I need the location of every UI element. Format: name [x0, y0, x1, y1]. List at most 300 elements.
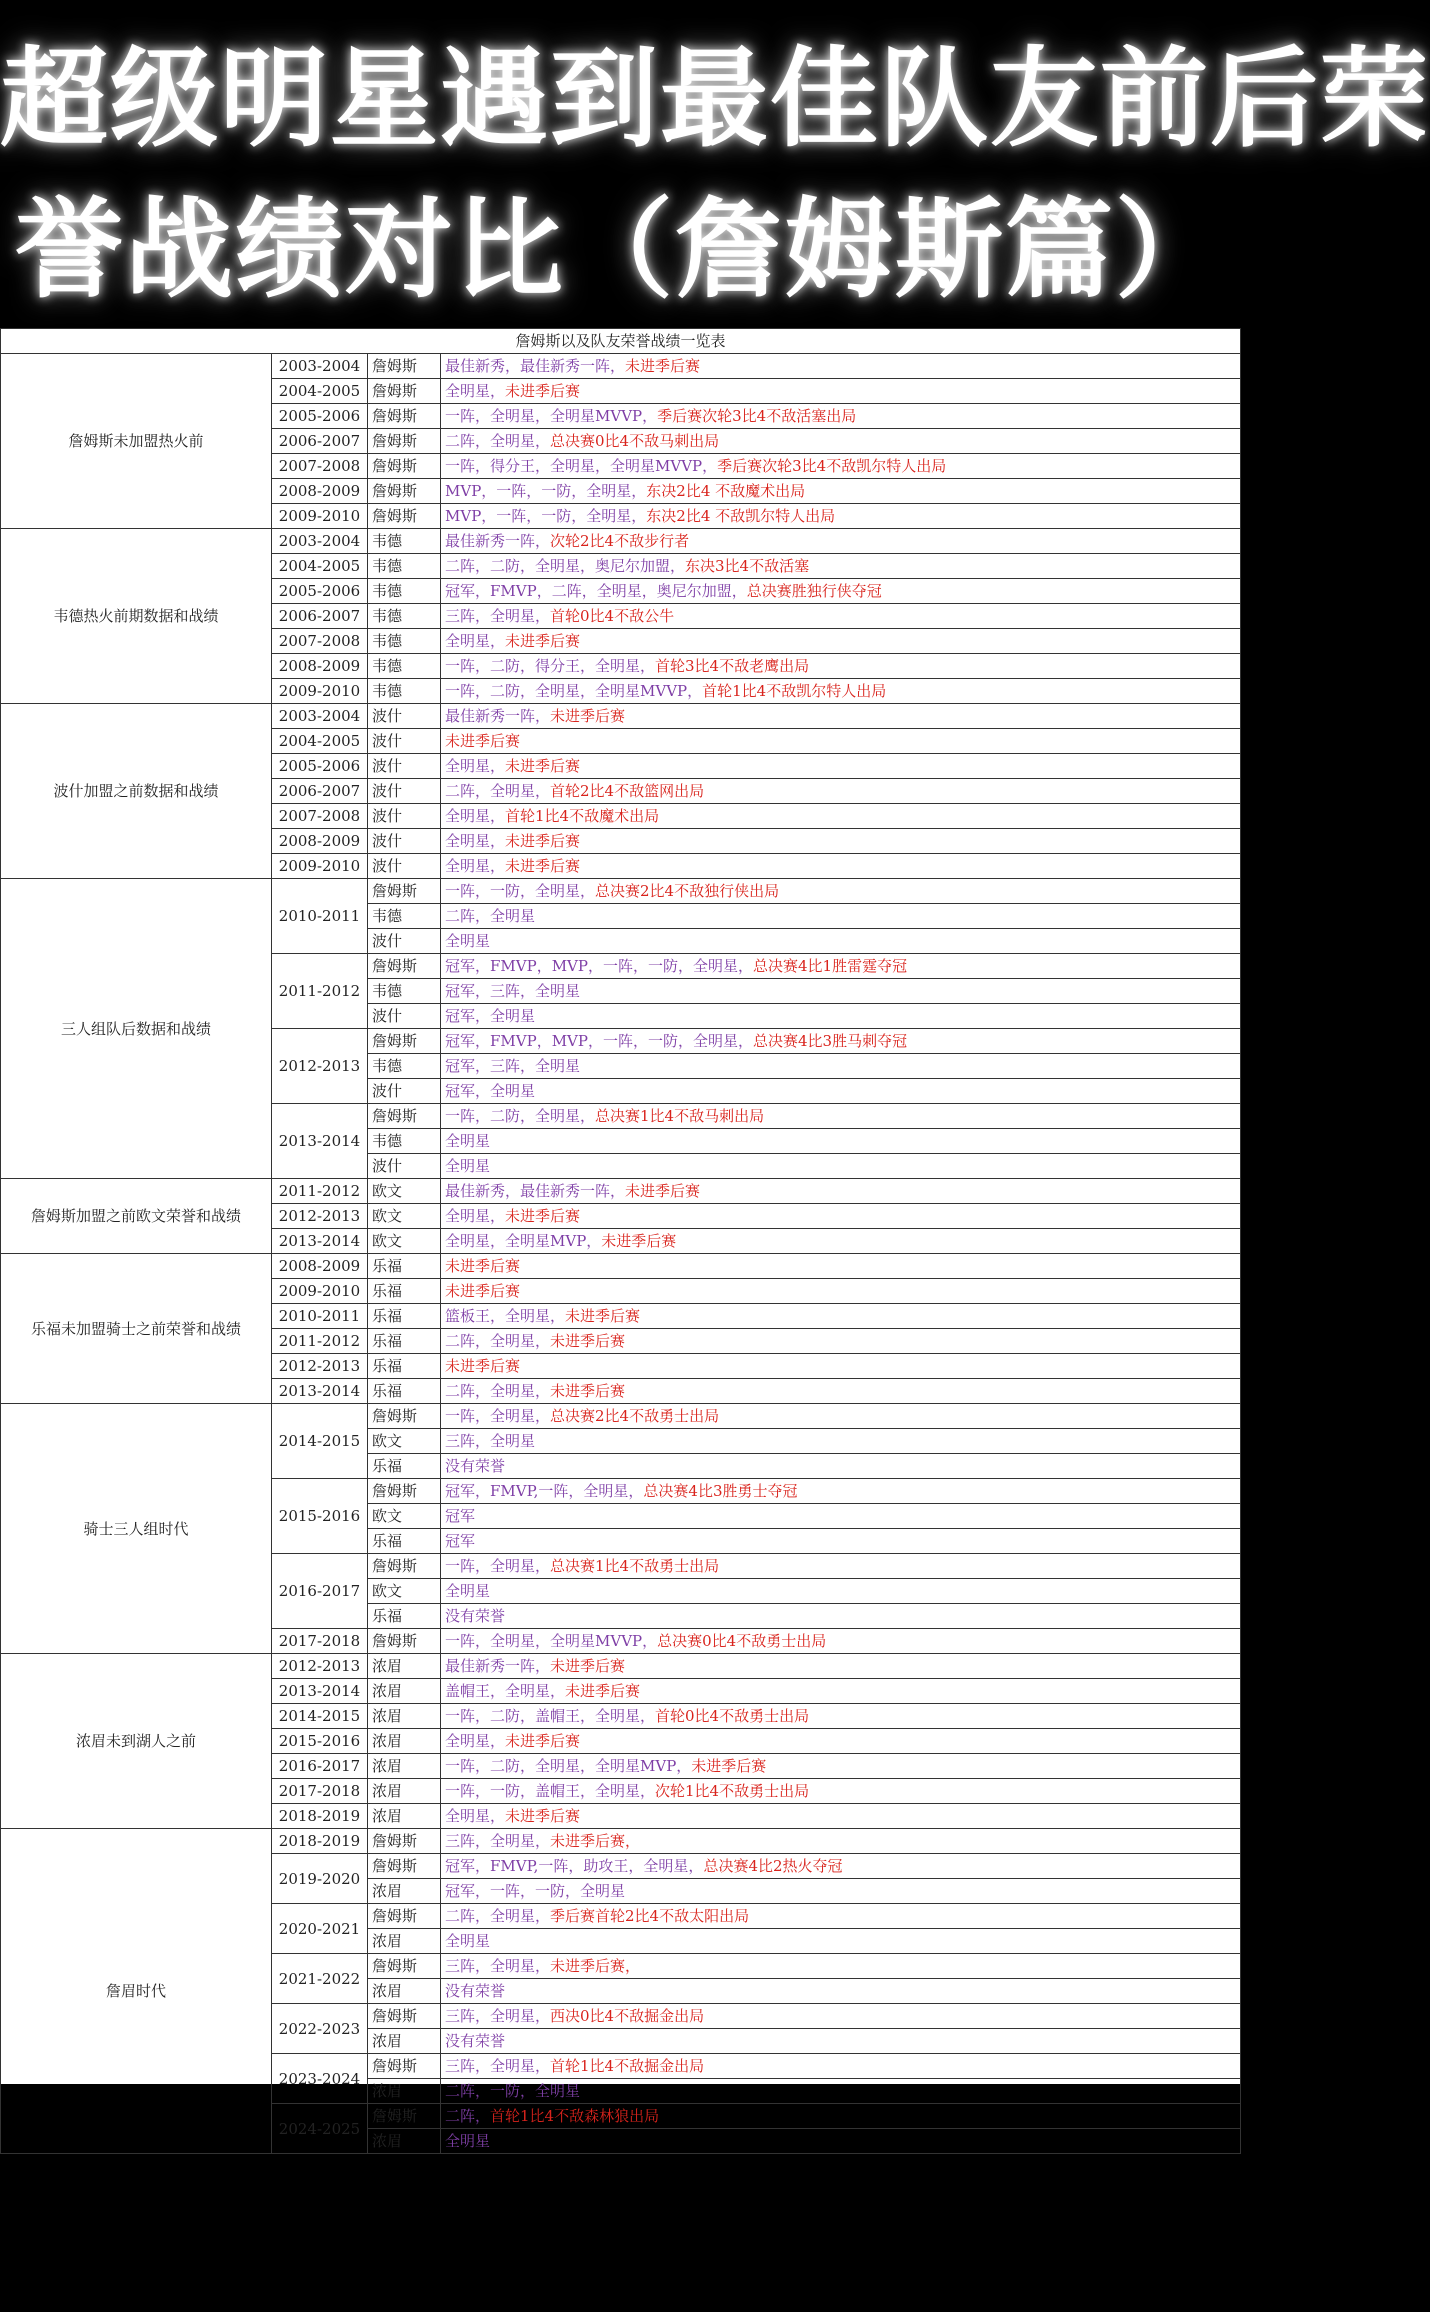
player-cell: 乐福 [368, 1329, 441, 1354]
player-cell: 韦德 [368, 554, 441, 579]
period-label: 詹姆斯未加盟热火前 [1, 354, 272, 529]
honor-text: 全明星， [445, 382, 506, 400]
player-cell: 詹姆斯 [368, 954, 441, 979]
playoff-result-text: 未进季后赛 [550, 1657, 626, 1675]
honor-cell [441, 1529, 1241, 1554]
honor-text: 三阵，全明星 [445, 1432, 536, 1450]
playoff-result-text: 未进季后赛 [625, 357, 701, 375]
honor-cell [441, 954, 1241, 979]
playoff-result-text: 总决赛4比1胜雷霆夺冠 [752, 957, 908, 975]
player-cell: 浓眉 [368, 1704, 441, 1729]
playoff-result-text: 未进季后赛， [550, 1832, 641, 1850]
player-cell: 韦德 [368, 1054, 441, 1079]
honor-text: 二阵，全明星， [445, 1907, 551, 1925]
season-cell: 2021-2022 [272, 1954, 368, 2004]
honor-cell [441, 1679, 1241, 1704]
honor-text: 全明星 [445, 1932, 491, 1950]
playoff-result-text: 总决赛4比3胜勇士夺冠 [643, 1482, 798, 1500]
season-cell: 2004-2005 [272, 379, 368, 404]
table-row [1, 1829, 1241, 1854]
player-cell: 乐福 [368, 1279, 441, 1304]
honor-text: 盖帽王，全明星， [445, 1682, 566, 1700]
honor-text: 二阵，全明星， [445, 432, 551, 450]
honor-text: 三阵，全明星， [445, 2057, 551, 2075]
playoff-result-text: 未进季后赛 [505, 857, 581, 875]
honors-table-container [0, 328, 1240, 2150]
honor-cell [441, 354, 1241, 379]
honor-cell [441, 1054, 1241, 1079]
honor-cell [441, 1904, 1241, 1929]
playoff-result-text: 总决赛1比4不敌马刺出局 [595, 1107, 765, 1125]
honor-text: 没有荣誉 [445, 1457, 506, 1475]
player-cell: 乐福 [368, 1379, 441, 1404]
season-cell: 2006-2007 [272, 604, 368, 629]
player-cell: 詹姆斯 [368, 1829, 441, 1854]
player-cell: 浓眉 [368, 1979, 441, 2004]
season-cell: 2015-2016 [272, 1729, 368, 1754]
playoff-result-text: 季后赛首轮2比4不敌太阳出局 [550, 1907, 750, 1925]
title-line-1: 超级明星遇到最佳队友前后荣 [0, 37, 1430, 162]
playoff-result-text: 次轮1比4不敌勇士出局 [655, 1782, 810, 1800]
playoff-result-text: 次轮2比4不敌步行者 [550, 532, 690, 550]
season-cell: 2007-2008 [272, 454, 368, 479]
player-cell: 浓眉 [368, 1754, 441, 1779]
honor-text: 最佳新秀一阵， [445, 532, 551, 550]
period-label: 浓眉未到湖人之前 [1, 1654, 272, 1829]
honor-text: 冠军，FMVP，MVP，一阵，一防，全明星， [445, 1032, 753, 1050]
player-cell: 波什 [368, 704, 441, 729]
honor-cell [441, 1154, 1241, 1179]
honor-text: 二阵，二防，全明星，奥尼尔加盟， [445, 557, 686, 575]
honor-text: 没有荣誉 [445, 1982, 506, 2000]
honor-cell [441, 1954, 1241, 1979]
honor-cell [441, 1704, 1241, 1729]
honor-text: 三阵，全明星， [445, 607, 551, 625]
season-cell: 2017-2018 [272, 1629, 368, 1654]
player-cell: 韦德 [368, 904, 441, 929]
honor-cell [441, 2079, 1241, 2104]
season-cell: 2005-2006 [272, 579, 368, 604]
honor-cell [441, 1229, 1241, 1254]
honor-cell [441, 1479, 1241, 1504]
honor-cell [441, 879, 1241, 904]
honor-cell [441, 1604, 1241, 1629]
season-cell: 2011-2012 [272, 1179, 368, 1204]
honor-cell [441, 1204, 1241, 1229]
season-cell: 2013-2014 [272, 1104, 368, 1179]
playoff-result-text: 首轮1比4不敌掘金出局 [550, 2057, 705, 2075]
honor-cell [441, 929, 1241, 954]
player-cell: 乐福 [368, 1529, 441, 1554]
player-cell: 詹姆斯 [368, 1629, 441, 1654]
honor-cell [441, 1179, 1241, 1204]
player-cell: 詹姆斯 [368, 1904, 441, 1929]
player-cell: 欧文 [368, 1229, 441, 1254]
player-cell: 韦德 [368, 679, 441, 704]
player-cell: 詹姆斯 [368, 1404, 441, 1429]
honor-text: 全明星， [445, 632, 506, 650]
honor-text: 一阵，得分王，全明星，全明星MVVP， [445, 457, 718, 475]
honor-cell [441, 629, 1241, 654]
player-cell: 詹姆斯 [368, 1479, 441, 1504]
season-cell: 2010-2011 [272, 1304, 368, 1329]
season-cell: 2009-2010 [272, 1279, 368, 1304]
season-cell: 2005-2006 [272, 754, 368, 779]
playoff-result-text: 首轮0比4不敌公牛 [550, 607, 675, 625]
period-label: 詹眉时代 [1, 1829, 272, 2154]
season-cell: 2019-2020 [272, 1854, 368, 1904]
playoff-result-text: 季后赛次轮3比4不敌凯尔特人出局 [717, 457, 947, 475]
playoff-result-text: 首轮0比4不敌勇士出局 [655, 1707, 810, 1725]
honor-text: 最佳新秀一阵， [445, 707, 551, 725]
season-cell: 2011-2012 [272, 1329, 368, 1354]
season-cell: 2009-2010 [272, 854, 368, 879]
player-cell: 詹姆斯 [368, 2004, 441, 2029]
player-cell: 波什 [368, 779, 441, 804]
honor-cell [441, 1004, 1241, 1029]
table-heading-row [1, 329, 1241, 354]
honor-text: 全明星， [445, 857, 506, 875]
page-title [0, 0, 1430, 328]
player-cell: 浓眉 [368, 1654, 441, 1679]
honor-cell [441, 404, 1241, 429]
honor-text: 一阵，全明星，全明星MVVP， [445, 1632, 658, 1650]
player-cell: 詹姆斯 [368, 354, 441, 379]
honor-text: 冠军 [445, 1532, 476, 1550]
honor-text: 一阵，全明星， [445, 1407, 551, 1425]
honor-text: 冠军，三阵，全明星 [445, 982, 581, 1000]
playoff-result-text: 未进季后赛 [505, 632, 581, 650]
honor-cell [441, 1329, 1241, 1354]
honor-text: 冠军，全明星 [445, 1007, 536, 1025]
season-cell: 2013-2014 [272, 1379, 368, 1404]
playoff-result-text: 东决2比4 不敌凯尔特人出局 [646, 507, 836, 525]
playoff-result-text: 未进季后赛 [625, 1182, 701, 1200]
table-row [1, 354, 1241, 379]
player-cell: 波什 [368, 854, 441, 879]
honor-cell [441, 479, 1241, 504]
player-cell: 浓眉 [368, 1729, 441, 1754]
playoff-result-text: 未进季后赛 [691, 1757, 767, 1775]
period-label: 韦德热火前期数据和战绩 [1, 529, 272, 704]
playoff-result-text: 未进季后赛 [601, 1232, 677, 1250]
honor-cell [441, 1279, 1241, 1304]
season-cell: 2003-2004 [272, 354, 368, 379]
player-cell: 韦德 [368, 1129, 441, 1154]
honor-text: 冠军，FMVP,一阵，助攻王，全明星， [445, 1857, 704, 1875]
honor-text: 全明星，全明星MVP， [445, 1232, 602, 1250]
honor-cell [441, 1029, 1241, 1054]
honor-text: 冠军 [445, 1507, 476, 1525]
honor-text: 一阵，一防，盖帽王，全明星， [445, 1782, 656, 1800]
honor-cell [441, 529, 1241, 554]
table-heading: 詹姆斯以及队友荣誉战绩一览表 [1, 329, 1241, 354]
honor-text: 三阵，全明星， [445, 1957, 551, 1975]
season-cell: 2010-2011 [272, 879, 368, 954]
period-label: 乐福未加盟骑士之前荣誉和战绩 [1, 1254, 272, 1404]
player-cell: 欧文 [368, 1429, 441, 1454]
honor-cell [441, 1929, 1241, 1954]
player-cell: 浓眉 [368, 1929, 441, 1954]
playoff-result-text: 未进季后赛 [565, 1307, 641, 1325]
honor-text: 全明星， [445, 757, 506, 775]
honor-cell [441, 1554, 1241, 1579]
honor-cell [441, 704, 1241, 729]
honor-text: 二阵，全明星， [445, 1332, 551, 1350]
honor-text: 全明星 [445, 2132, 491, 2150]
player-cell: 乐福 [368, 1454, 441, 1479]
playoff-result-text: 未进季后赛 [550, 1332, 626, 1350]
honor-text: 全明星， [445, 1732, 506, 1750]
playoff-result-text: 首轮1比4不敌森林狼出局 [490, 2107, 660, 2125]
season-cell: 2012-2013 [272, 1354, 368, 1379]
honor-cell [441, 979, 1241, 1004]
honor-text: 三阵，全明星， [445, 1832, 551, 1850]
season-cell: 2006-2007 [272, 429, 368, 454]
honor-cell [441, 1404, 1241, 1429]
player-cell: 詹姆斯 [368, 1554, 441, 1579]
honor-text: MVP，一阵，一防，全明星， [445, 507, 647, 525]
player-cell: 浓眉 [368, 1804, 441, 1829]
honor-cell [441, 1504, 1241, 1529]
playoff-result-text: 未进季后赛 [505, 1732, 581, 1750]
honor-text: 没有荣誉 [445, 1607, 506, 1625]
honor-text: 冠军，一阵，一防，全明星 [445, 1882, 626, 1900]
season-cell: 2006-2007 [272, 779, 368, 804]
honor-cell [441, 604, 1241, 629]
player-cell: 韦德 [368, 654, 441, 679]
player-cell: 浓眉 [368, 2129, 441, 2154]
player-cell: 欧文 [368, 1579, 441, 1604]
honor-cell [441, 1129, 1241, 1154]
season-cell: 2007-2008 [272, 804, 368, 829]
honor-cell [441, 1754, 1241, 1779]
honor-text: 二阵， [445, 2107, 491, 2125]
player-cell: 詹姆斯 [368, 504, 441, 529]
season-cell: 2013-2014 [272, 1229, 368, 1254]
honor-cell [441, 1829, 1241, 1854]
title-line-2: 誉战绩对比（詹姆斯篇） [14, 188, 1225, 313]
player-cell: 詹姆斯 [368, 879, 441, 904]
season-cell: 2007-2008 [272, 629, 368, 654]
honor-text: 三阵，全明星， [445, 2007, 551, 2025]
playoff-result-text: 总决赛0比4不敌勇士出局 [657, 1632, 827, 1650]
honor-cell [441, 1429, 1241, 1454]
player-cell: 詹姆斯 [368, 379, 441, 404]
season-cell: 2003-2004 [272, 529, 368, 554]
table-row [1, 529, 1241, 554]
period-label: 骑士三人组时代 [1, 1404, 272, 1654]
player-cell: 韦德 [368, 529, 441, 554]
player-cell: 乐福 [368, 1254, 441, 1279]
honor-text: 一阵，全明星，全明星MVVP， [445, 407, 658, 425]
player-cell: 詹姆斯 [368, 1954, 441, 1979]
honor-text: 一阵，二防，全明星，全明星MVVP， [445, 682, 703, 700]
season-cell: 2016-2017 [272, 1754, 368, 1779]
playoff-result-text: 首轮2比4不敌篮网出局 [550, 782, 705, 800]
honor-cell [441, 729, 1241, 754]
honor-cell [441, 2104, 1241, 2129]
season-cell: 2015-2016 [272, 1479, 368, 1554]
honor-cell [441, 379, 1241, 404]
player-cell: 欧文 [368, 1504, 441, 1529]
honor-cell [441, 2004, 1241, 2029]
honor-cell [441, 554, 1241, 579]
table-row [1, 1179, 1241, 1204]
honor-text: 全明星 [445, 1582, 491, 1600]
player-cell: 詹姆斯 [368, 1854, 441, 1879]
playoff-result-text: 未进季后赛 [505, 757, 581, 775]
table-row [1, 879, 1241, 904]
table-row [1, 1254, 1241, 1279]
honor-text: 全明星 [445, 1157, 491, 1175]
player-cell: 波什 [368, 1004, 441, 1029]
honor-text: 一阵，二防，得分王，全明星， [445, 657, 656, 675]
honor-cell [441, 2029, 1241, 2054]
season-cell: 2018-2019 [272, 1804, 368, 1829]
player-cell: 波什 [368, 804, 441, 829]
honor-cell [441, 654, 1241, 679]
honor-text: 全明星， [445, 1807, 506, 1825]
honor-text: 全明星， [445, 1207, 506, 1225]
honor-text: 一阵，二防，全明星， [445, 1107, 596, 1125]
season-cell: 2014-2015 [272, 1704, 368, 1729]
season-cell: 2004-2005 [272, 554, 368, 579]
season-cell: 2009-2010 [272, 504, 368, 529]
honor-cell [441, 1254, 1241, 1279]
honor-cell [441, 579, 1241, 604]
honor-cell [441, 1979, 1241, 2004]
period-label: 三人组队后数据和战绩 [1, 879, 272, 1179]
player-cell: 浓眉 [368, 2029, 441, 2054]
honor-text: 全明星 [445, 932, 491, 950]
honor-text: 最佳新秀，最佳新秀一阵， [445, 1182, 626, 1200]
honor-text: 冠军，FMVP,一阵，全明星， [445, 1482, 644, 1500]
honor-text: 冠军，全明星 [445, 1082, 536, 1100]
player-cell: 詹姆斯 [368, 2054, 441, 2079]
honor-text: 一阵，全明星， [445, 1557, 551, 1575]
player-cell: 浓眉 [368, 1779, 441, 1804]
honor-cell [441, 1104, 1241, 1129]
honor-cell [441, 829, 1241, 854]
playoff-result-text: 总决赛胜独行侠夺冠 [746, 582, 882, 600]
playoff-result-text: 首轮3比4不敌老鹰出局 [655, 657, 810, 675]
honor-cell [441, 1304, 1241, 1329]
honor-text: 二阵，全明星， [445, 1382, 551, 1400]
period-label: 詹姆斯加盟之前欧文荣誉和战绩 [1, 1179, 272, 1254]
honor-cell [441, 2054, 1241, 2079]
honor-cell [441, 779, 1241, 804]
season-cell: 2020-2021 [272, 1904, 368, 1954]
player-cell: 韦德 [368, 604, 441, 629]
honor-cell [441, 1729, 1241, 1754]
season-cell: 2008-2009 [272, 654, 368, 679]
playoff-result-text: 未进季后赛 [565, 1682, 641, 1700]
playoff-result-text: 总决赛4比2热火夺冠 [703, 1857, 843, 1875]
honor-text: 全明星 [445, 1132, 491, 1150]
playoff-result-text: 未进季后赛， [550, 1957, 641, 1975]
table-row [1, 1404, 1241, 1429]
honor-cell [441, 1629, 1241, 1654]
honor-cell [441, 904, 1241, 929]
honor-cell [441, 754, 1241, 779]
honor-cell [441, 1454, 1241, 1479]
honor-cell [441, 1854, 1241, 1879]
honor-cell [441, 504, 1241, 529]
honor-text: 全明星， [445, 832, 506, 850]
season-cell: 2009-2010 [272, 679, 368, 704]
honor-text: 冠军，FMVP，MVP，一阵，一防，全明星， [445, 957, 753, 975]
playoff-result-text: 总决赛2比4不敌独行侠出局 [595, 882, 780, 900]
playoff-result-text: 未进季后赛 [505, 1807, 581, 1825]
honor-text: 最佳新秀，最佳新秀一阵， [445, 357, 626, 375]
player-cell: 詹姆斯 [368, 1029, 441, 1054]
honor-text: 篮板王，全明星， [445, 1307, 566, 1325]
season-cell: 2016-2017 [272, 1554, 368, 1629]
honor-cell [441, 1804, 1241, 1829]
honor-cell [441, 1379, 1241, 1404]
season-cell: 2008-2009 [272, 479, 368, 504]
honor-cell [441, 804, 1241, 829]
honor-text: 最佳新秀一阵， [445, 1657, 551, 1675]
player-cell: 詹姆斯 [368, 479, 441, 504]
player-cell: 乐福 [368, 1604, 441, 1629]
honor-cell [441, 1654, 1241, 1679]
player-cell: 欧文 [368, 1179, 441, 1204]
player-cell: 浓眉 [368, 1679, 441, 1704]
playoff-result-text: 未进季后赛 [445, 732, 521, 750]
honor-text: 没有荣誉 [445, 2032, 506, 2050]
playoff-result-text: 未进季后赛 [505, 1207, 581, 1225]
honor-text: 冠军，三阵，全明星 [445, 1057, 581, 1075]
playoff-result-text: 西决0比4不敌掘金出局 [550, 2007, 705, 2025]
player-cell: 波什 [368, 829, 441, 854]
player-cell: 波什 [368, 754, 441, 779]
player-cell: 詹姆斯 [368, 2104, 441, 2129]
player-cell: 詹姆斯 [368, 404, 441, 429]
honor-cell [441, 2129, 1241, 2154]
honor-text: 全明星， [445, 807, 506, 825]
playoff-result-text: 未进季后赛 [550, 1382, 626, 1400]
honor-cell [441, 854, 1241, 879]
honor-text: 二阵，一防，全明星 [445, 2082, 581, 2100]
playoff-result-text: 未进季后赛 [505, 382, 581, 400]
table-row [1, 1654, 1241, 1679]
season-cell: 2014-2015 [272, 1404, 368, 1479]
player-cell: 韦德 [368, 629, 441, 654]
season-cell: 2005-2006 [272, 404, 368, 429]
playoff-result-text: 首轮1比4不敌凯尔特人出局 [702, 682, 887, 700]
player-cell: 波什 [368, 929, 441, 954]
honor-text: 二阵，全明星 [445, 907, 536, 925]
season-cell: 2023-2024 [272, 2054, 368, 2104]
honors-table [0, 328, 1241, 2154]
player-cell: 乐福 [368, 1304, 441, 1329]
season-cell: 2003-2004 [272, 704, 368, 729]
playoff-result-text: 季后赛次轮3比4不敌活塞出局 [657, 407, 857, 425]
honor-text: 冠军，FMVP，二阵，全明星，奥尼尔加盟， [445, 582, 747, 600]
honor-cell [441, 1079, 1241, 1104]
playoff-result-text: 总决赛2比4不敌勇士出局 [550, 1407, 720, 1425]
player-cell: 乐福 [368, 1354, 441, 1379]
player-cell: 浓眉 [368, 2079, 441, 2104]
playoff-result-text: 首轮1比4不敌魔术出局 [505, 807, 660, 825]
season-cell: 2012-2013 [272, 1204, 368, 1229]
honor-text: MVP，一阵，一防，全明星， [445, 482, 647, 500]
honor-cell [441, 1579, 1241, 1604]
season-cell: 2008-2009 [272, 1254, 368, 1279]
period-label: 波什加盟之前数据和战绩 [1, 704, 272, 879]
